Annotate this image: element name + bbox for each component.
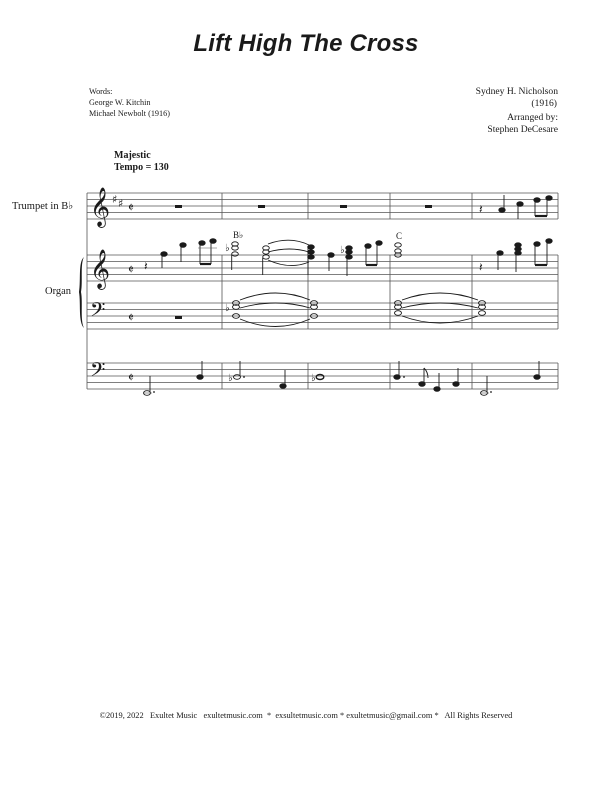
chord-symbol-bb: B♭: [233, 230, 244, 240]
staff-lines: [87, 193, 558, 389]
copyright-footer: ©2019, 2022 Exultet Music exultetmusic.com * exsultetmusic.com * exultetmusic@gmail.com * All Rights Reserved: [99, 711, 513, 720]
organ-treble-staff: [87, 255, 558, 281]
barlines: [87, 193, 558, 389]
lyricist-1: George W. Kitchin: [89, 98, 151, 107]
cut-time-icon: 𝄵: [128, 371, 134, 386]
cut-time-icon: 𝄵: [128, 201, 134, 216]
svg-text:♭: ♭: [225, 243, 230, 254]
organ-treble-m3: [308, 241, 382, 276]
pedal-line: [143, 361, 540, 395]
instrument-label-trumpet: Trumpet in B♭: [12, 201, 74, 212]
arranged-label: Arranged by:: [507, 112, 558, 123]
organ-bass-staff: [87, 303, 558, 329]
sharp-icon: ♯: [112, 193, 118, 206]
trumpet-staff: [87, 193, 558, 219]
sharp-icon: ♯: [118, 197, 124, 210]
svg-text:♭: ♭: [311, 373, 316, 384]
organ-treble-m1: [161, 239, 217, 268]
svg-text:♭: ♭: [340, 245, 345, 256]
words-label: Words:: [89, 87, 113, 96]
organ-treble-m5: [497, 239, 552, 272]
quarter-rest-icon: 𝄽: [479, 260, 483, 274]
song-title: Lift High The Cross: [193, 30, 419, 57]
trumpet-m5: [499, 195, 552, 219]
organ-treble-m2: [225, 240, 309, 275]
treble-clef-icon: 𝄞: [90, 187, 111, 227]
instrument-label-organ: Organ: [45, 286, 72, 297]
cut-time-icon: 𝄵: [128, 263, 134, 278]
arranger-name: Stephen DeCesare: [487, 123, 558, 135]
treble-clef-icon: 𝄞: [90, 249, 111, 289]
whole-rests: [175, 205, 432, 319]
composer-year: (1916): [531, 97, 557, 109]
tempo-expression: Majestic: [114, 150, 151, 161]
cut-time-icon: 𝄵: [128, 311, 134, 326]
svg-text:♭: ♭: [225, 303, 230, 314]
organ-brace: [79, 257, 84, 328]
tempo-bpm: Tempo = 130: [114, 162, 169, 173]
quarter-rest-icon: 𝄽: [479, 202, 483, 216]
lyricist-2: Michael Newbolt (1916): [89, 109, 170, 118]
quarter-rest-icon: 𝄽: [144, 259, 148, 273]
chord-symbol-c: C: [396, 231, 403, 241]
bass-clef-icon: 𝄢: [90, 298, 106, 326]
svg-text:♭: ♭: [228, 373, 233, 384]
bass-clef-icon: 𝄢: [90, 358, 106, 386]
composer-name: Sydney H. Nicholson: [475, 86, 558, 97]
